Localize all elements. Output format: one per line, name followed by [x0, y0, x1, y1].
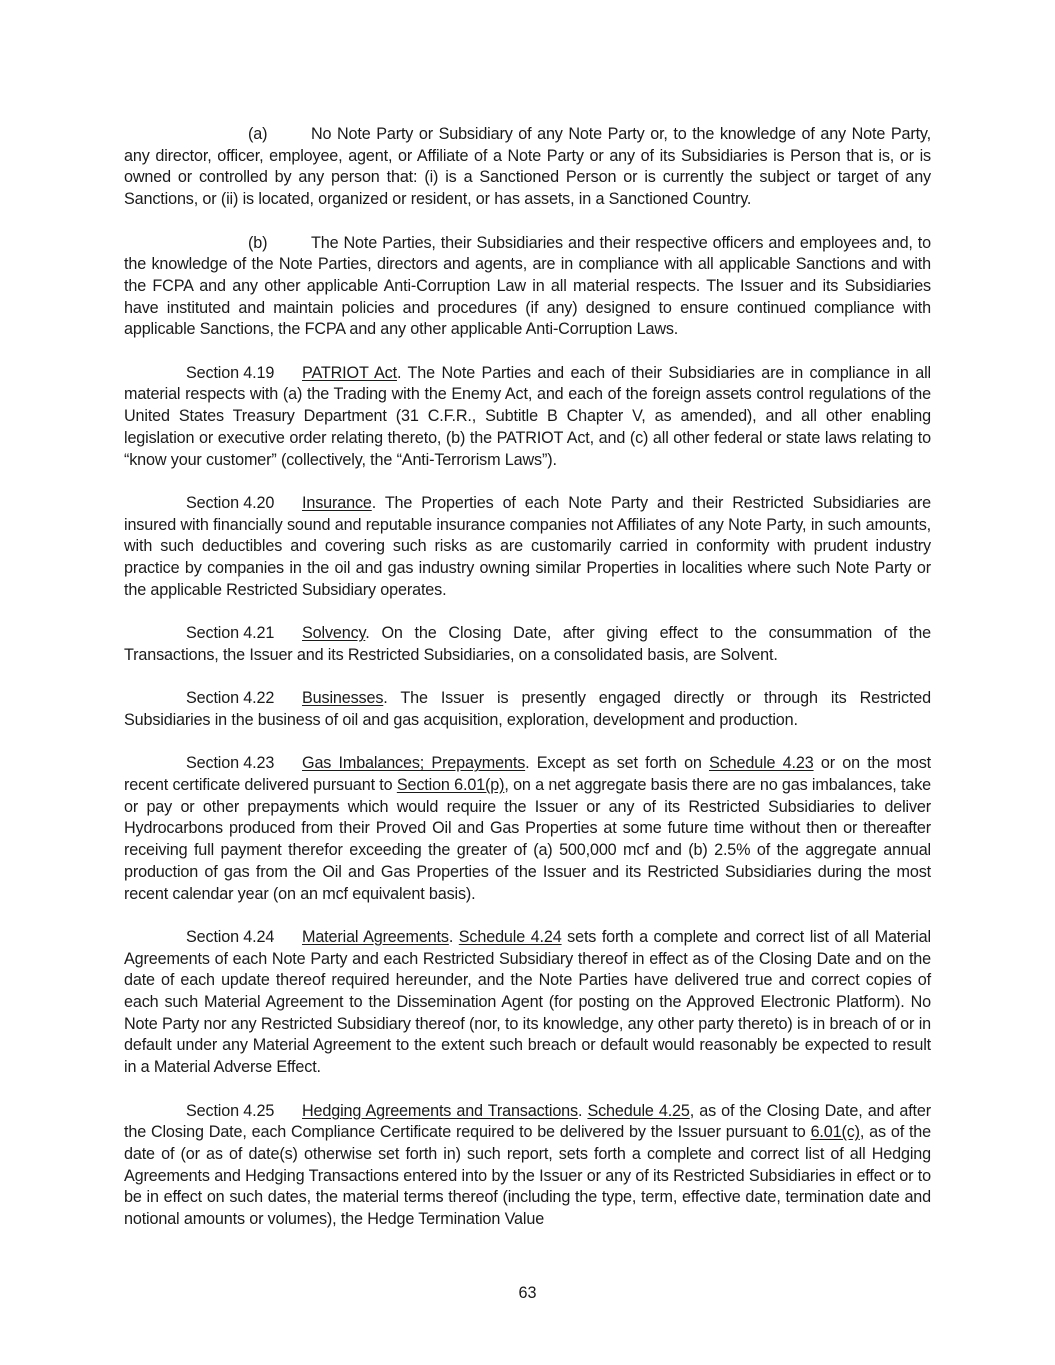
- section-heading: Insurance: [302, 493, 372, 512]
- section-reference: Section 6.01(p): [396, 776, 505, 794]
- section-heading: Material Agreements: [302, 927, 449, 946]
- schedule-reference: Schedule 4.23: [709, 754, 814, 773]
- section-4-20: [124, 493, 931, 602]
- schedule-reference: Schedule 4.24: [458, 927, 562, 946]
- section-4-19: [124, 363, 931, 472]
- section-4-24: [124, 927, 931, 1079]
- section-text: . The Issuer is presently engaged directly or through its Restricted Subsidiaries in the business of oil and gas acquisition, exploration, development and production.: [124, 689, 931, 729]
- section-4-23: [124, 753, 931, 905]
- section-text: sets forth a complete and correct list of all Material Agreements of each Note Party and each Restricted Subsidiary thereof in effect as of the Closing Date and on the date of each update thereof required hereunder, and the Note Parties have delivered true and correct copies of each such Material Agreement to the Dissemination Agent (for posting on the Approved Electronic Platform). No Note Party nor any Restricted Subsidiary thereof (nor, to its knowledge, any other party thereto) is in breach of or in default under any Material Agreement to the extent such breach or default would reasonably be expected to result in a Material Adverse Effect.: [124, 927, 931, 1077]
- paragraph-label: (b): [248, 233, 268, 252]
- section-number: Section 4.20: [186, 493, 275, 512]
- paragraph-a: [124, 124, 931, 211]
- section-text: . The Note Parties and each of their Subsidiaries are in compliance in all material respects with (a) the Trading with the Enemy Act, and each of the foreign assets control regulations of the United States Treasury Department (31 C.F.R., Subtitle B Chapter V, as amended), and all other enabling legislation or executive order relating thereto, (b) the PATRIOT Act, and (c) all other federal or state laws relating to “know your customer” (collectively, the “Anti-Terrorism Laws”).: [124, 363, 931, 469]
- section-text: .: [448, 927, 459, 946]
- section-heading: Gas Imbalances; Prepayments: [302, 754, 526, 773]
- schedule-reference: Schedule 4.25: [587, 1101, 690, 1120]
- section-text: . On the Closing Date, after giving effect to the consummation of the Transactions, the Issuer and its Restricted Subsidiaries, on a consolidated basis, are Solvent.: [124, 624, 931, 664]
- page-number: 63: [518, 1284, 537, 1302]
- section-number: Section 4.19: [186, 363, 275, 382]
- section-text: . Except as set forth on: [525, 754, 710, 773]
- section-heading: Hedging Agreements and Transactions: [302, 1101, 578, 1120]
- section-4-22: [124, 688, 931, 731]
- section-number: Section 4.25: [186, 1101, 275, 1120]
- section-number: Section 4.21: [186, 624, 275, 643]
- paragraph-label: (a): [248, 125, 268, 143]
- section-text: or on the most recent certificate delivered pursuant to: [124, 754, 932, 794]
- section-text: , as of the date of (or as of date(s) otherwise set forth in) such report, sets forth a complete and correct list of all Hedging Agreements and Hedging Transactions entered into by the Issuer or any of its Restricted Subsidiaries in effect or to be in effect on such dates, the material terms thereof (including the type, term, effective date, termination date and notional amounts or volumes), the Hedge Termination Value: [124, 1123, 931, 1229]
- section-number: Section 4.22: [186, 689, 275, 708]
- paragraph-b: [124, 233, 931, 342]
- section-heading: PATRIOT Act: [302, 363, 397, 382]
- section-number: Section 4.23: [186, 754, 275, 773]
- section-text: , as of the Closing Date, and after the Closing Date, each Compliance Certificate required to be delivered by the Issuer pursuant to: [124, 1101, 931, 1142]
- section-number: Section 4.24: [186, 927, 275, 946]
- paragraph-text: The Note Parties, their Subsidiaries and their respective officers and employees and, to the knowledge of the Note Parties, directors and agents, are in compliance with all applicable Sanctions and with the FCPA and any other applicable Anti-Corruption Law in all material respects. The Issuer and its Subsidiaries have instituted and maintain policies and procedures (if any) designed to ensure continued compliance with applicable Sanctions, the FCPA and any other applicable Anti-Corruption Laws.: [124, 233, 931, 339]
- page-body: [124, 124, 931, 1252]
- section-4-21: [124, 623, 931, 666]
- section-heading: Solvency: [302, 624, 366, 643]
- paragraph-text: No Note Party or Subsidiary of any Note Party or, to the knowledge of any Note Party, any director, officer, employee, agent, or Affiliate of a Note Party or any of its Subsidiaries is Person that is, or is owned or controlled by any person that: (i) is a Sanctioned Person or is currently the subject or target of any Sanctions, or (ii) is located, organized or resident, or has assets, in a Sanctioned Country.: [124, 125, 931, 209]
- section-4-25: [124, 1101, 931, 1231]
- section-text: .: [577, 1101, 588, 1120]
- section-reference: 6.01(c): [810, 1123, 860, 1142]
- section-heading: Businesses: [302, 689, 384, 708]
- section-text: . The Properties of each Note Party and their Restricted Subsidiaries are insured with financially sound and reputable insurance companies not Affiliates of any Note Party, in such amounts, with such deductibles and covering such risks as are customarily carried in conformity with prudent industry practice by companies in the oil and gas industry owning similar Properties in localities where such Note Party or the applicable Restricted Subsidiary operates.: [124, 493, 931, 599]
- section-text: , on a net aggregate basis there are no gas imbalances, take or pay or other prepayments which would require the Issuer or any of its Restricted Subsidiaries to deliver Hydrocarbons produced from their Proved Oil and Gas Properties at some future time without then or thereafter receiving full payment therefor exceeding the greater of (a) 500,000 mcf and (b) 2.5% of the aggregate annual production of gas from the Oil and Gas Properties of the Issuer and its Restricted Subsidiaries during the most recent calendar year (on an mcf equivalent basis).: [124, 776, 932, 903]
